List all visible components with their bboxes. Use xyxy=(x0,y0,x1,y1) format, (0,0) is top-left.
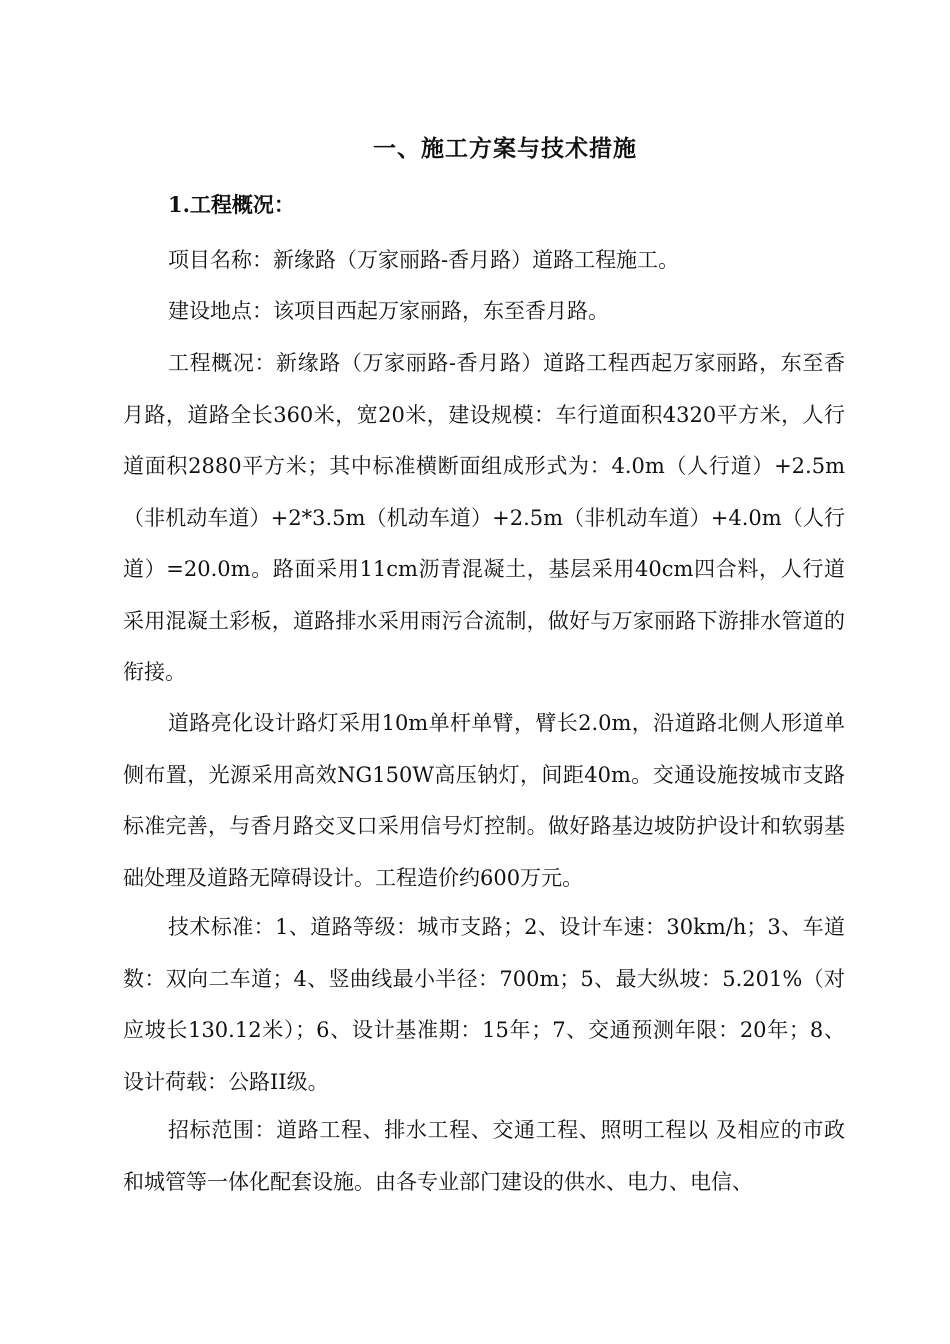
section-heading-project-overview: 1.工程概况： xyxy=(168,192,295,217)
document-title: 一、施工方案与技术措施 xyxy=(373,135,637,162)
paragraph-technical-standards: 技术标准：1、道路等级：城市支路；2、设计车速：30km/h；3、车道数：双向二车道；4、竖曲线最小半径：700m；5、最大纵坡：5.201%（对应坡长130.12米）；6、设计基准期：15年；7、交通预测年限：20年；8、设计荷载：公路II级。 xyxy=(123,915,845,1094)
paragraph-road-lighting: 道路亮化设计路灯采用10m单杆单臂，臂长2.0m，沿道路北侧人形道单侧布置，光源采用高效NG150W高压钠灯，间距40m。交通设施按城市支路标准完善，与香月路交叉口采用信号灯控制。做好路基边坡防护设计和软弱基础处理及道路无障碍设计。工程造价约600万元。 xyxy=(123,711,845,890)
paragraph-construction-site: 建设地点：该项目西起万家丽路，东至香月路。 xyxy=(168,299,609,323)
paragraph-bidding-scope: 招标范围：道路工程、排水工程、交通工程、照明工程以 及相应的市政和城管等一体化配套设施。由各专业部门建设的供水、电力、电信、 xyxy=(123,1118,845,1194)
paragraph-project-name: 项目名称：新缘路（万家丽路-香月路）道路工程施工。 xyxy=(168,248,680,272)
paragraph-project-overview: 工程概况：新缘路（万家丽路-香月路）道路工程西起万家丽路，东至香月路，道路全长360米，宽20米，建设规模：车行道面积4320平方米，人行道面积2880平方米；其中标准横断面组成形式为：4.0m（人行道）+2.5m（非机动车道）+2*3.5m（机动车道）+2.5m（非机动车道）+4.0m（人行道）=20.0m。路面采用11cm沥青混凝土，基层采用40cm四合料，人行道采用混凝土彩板，道路排水采用雨污合流制，做好与万家丽路下游排水管道的衔接。 xyxy=(123,351,845,684)
